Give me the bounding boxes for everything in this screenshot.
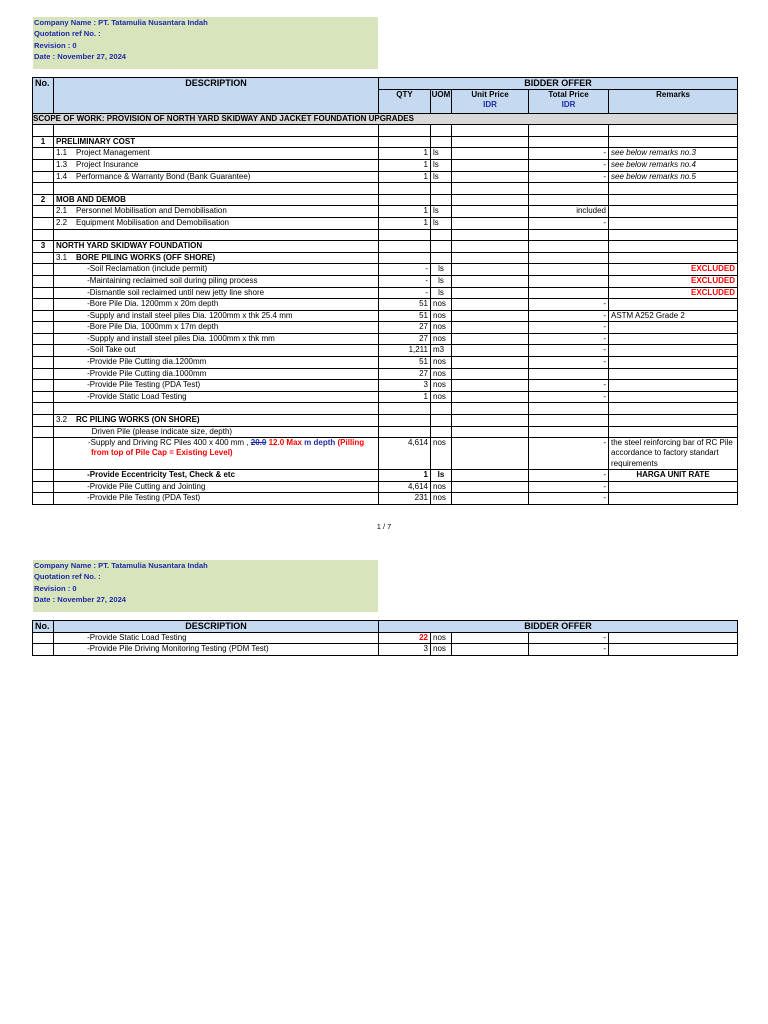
item-uom: ls — [431, 470, 452, 482]
date: Date : November 27, 2024 — [34, 51, 127, 61]
col-description: DESCRIPTION — [54, 621, 379, 633]
item-total: - — [529, 644, 609, 656]
item-desc: -Provide Pile Driving Monitoring Testing (PDM Test) — [54, 644, 379, 656]
item-desc: -Bore Pile Dia. 1200mm x 20m depth — [54, 299, 379, 311]
subsection-title: 3.1 BORE PILING WORKS (OFF SHORE) — [54, 252, 379, 264]
table-row — [33, 333, 738, 345]
section-no: 1 — [33, 136, 54, 148]
item-qty: - — [379, 275, 431, 287]
item-qty: 22 — [379, 632, 431, 644]
item-desc: -Provide Pile Cutting and Jointing — [54, 481, 379, 493]
company-name: Company Name : PT. Tatamulia Nusantara Indah — [34, 561, 208, 570]
item-desc: 1.3 Project Insurance — [54, 159, 379, 171]
company-name: Company Name : PT. Tatamulia Nusantara Indah — [34, 18, 208, 27]
section-no: 3 — [33, 241, 54, 253]
item-uom: ls — [431, 264, 452, 276]
item-total: - — [529, 632, 609, 644]
item-remark — [609, 391, 738, 403]
item-uom: nos — [431, 368, 452, 380]
item-qty: 3 — [379, 644, 431, 656]
col-remarks: Remarks — [609, 89, 738, 113]
quotation-ref: Quotation ref No. : — [34, 29, 101, 39]
item-uom: nos — [431, 380, 452, 392]
table-header-row — [33, 621, 738, 633]
table-row — [33, 438, 738, 470]
item-uom: ls — [431, 217, 452, 229]
item-uom: ls — [431, 148, 452, 160]
table-row — [33, 159, 738, 171]
excluded-label: EXCLUDED — [609, 287, 738, 299]
item-qty: 27 — [379, 333, 431, 345]
col-description: DESCRIPTION — [54, 78, 379, 114]
item-total — [529, 368, 609, 380]
col-uom: UOM — [431, 89, 452, 113]
item-uom: nos — [431, 644, 452, 656]
item-total: - — [529, 310, 609, 322]
company-header — [33, 560, 378, 612]
item-uom: ls — [431, 287, 452, 299]
page-number: 1 / 7 — [376, 522, 392, 531]
table-row — [33, 217, 738, 229]
item-qty: 27 — [379, 368, 431, 380]
item-remark: ASTM A252 Grade 2 — [609, 310, 738, 322]
table-row — [33, 299, 738, 311]
item-remark: see below remarks no.5 — [609, 171, 738, 183]
item-uom: ls — [431, 171, 452, 183]
item-desc: 1.4 Performance & Warranty Bond (Bank Guarantee) — [54, 171, 379, 183]
item-total: - — [529, 171, 609, 183]
item-uom: nos — [431, 391, 452, 403]
excluded-label: EXCLUDED — [609, 264, 738, 276]
item-total: - — [529, 481, 609, 493]
item-total: - — [529, 357, 609, 369]
item-total: - — [529, 438, 609, 470]
item-uom: m3 — [431, 345, 452, 357]
item-total: - — [529, 322, 609, 334]
col-no: No. — [33, 621, 54, 633]
scope-row — [33, 113, 738, 125]
item-uom: ls — [431, 206, 452, 218]
item-remark — [609, 322, 738, 334]
item-total: - — [529, 159, 609, 171]
item-remark — [609, 299, 738, 311]
blank-row — [33, 229, 738, 241]
subsection-title: 3.2 RC PILING WORKS (ON SHORE) — [54, 415, 379, 427]
item-uom: ls — [431, 275, 452, 287]
revision: Revision : 0 — [34, 40, 77, 50]
item-total: included — [529, 206, 609, 218]
item-qty: 4,614 — [379, 481, 431, 493]
revision: Revision : 0 — [34, 583, 77, 593]
col-bidder-offer: BIDDER OFFER — [379, 621, 738, 633]
blank-row — [33, 183, 738, 195]
table-row — [33, 310, 738, 322]
company-header — [33, 17, 378, 69]
section-title: MOB AND DEMOB — [54, 194, 379, 206]
section-row — [33, 194, 738, 206]
item-uom: nos — [431, 299, 452, 311]
table-row — [33, 275, 738, 287]
item-desc: Driven Pile (please indicate size, depth) — [54, 426, 379, 438]
item-total: - — [529, 380, 609, 392]
quotation-ref: Quotation ref No. : — [34, 572, 101, 582]
item-qty: 4,614 — [379, 438, 431, 470]
item-desc: -Provide Pile Cutting dia.1200mm — [54, 357, 379, 369]
date: Date : November 27, 2024 — [34, 594, 127, 604]
item-remark: see below remarks no.3 — [609, 148, 738, 160]
table-row — [33, 357, 738, 369]
item-qty: - — [379, 287, 431, 299]
item-remark — [609, 357, 738, 369]
item-uom: nos — [431, 333, 452, 345]
item-desc: 2.1 Personnel Mobilisation and Demobilisation — [54, 206, 379, 218]
item-qty: 1 — [379, 470, 431, 482]
item-qty: 1 — [379, 159, 431, 171]
section-title: NORTH YARD SKIDWAY FOUNDATION — [54, 241, 379, 253]
item-total: - — [529, 493, 609, 505]
item-uom: nos — [431, 438, 452, 470]
item-desc: -Bore Pile Dia. 1000mm x 17m depth — [54, 322, 379, 334]
item-qty: 1 — [379, 206, 431, 218]
table-row — [33, 264, 738, 276]
table-row — [33, 470, 738, 482]
item-desc: -Provide Static Load Testing — [54, 391, 379, 403]
blank-row — [33, 403, 738, 415]
item-total: - — [529, 333, 609, 345]
item-desc: 1.1 Project Management — [54, 148, 379, 160]
item-desc: -Provide Pile Cutting dia.1000mm — [54, 368, 379, 380]
item-desc: -Dismantle soil reclaimed until new jetty line shore — [54, 287, 379, 299]
item-qty: 1 — [379, 217, 431, 229]
item-total: - — [529, 345, 609, 357]
subsection-row — [33, 252, 738, 264]
table-row — [33, 380, 738, 392]
subsection-row — [33, 415, 738, 427]
item-qty: - — [379, 264, 431, 276]
col-bidder-offer: BIDDER OFFER — [379, 78, 738, 90]
item-qty: 51 — [379, 310, 431, 322]
item-desc: -Maintaining reclaimed soil during piling process — [54, 275, 379, 287]
item-qty: 51 — [379, 299, 431, 311]
table-row — [33, 287, 738, 299]
item-uom: ls — [431, 159, 452, 171]
item-total: - — [529, 470, 609, 482]
col-qty: QTY — [379, 89, 431, 113]
item-total — [529, 264, 609, 276]
item-desc: -Soil Reclamation (include permit) — [54, 264, 379, 276]
item-qty: 1 — [379, 391, 431, 403]
item-desc: -Supply and install steel piles Dia. 1000mm x thk mm — [54, 333, 379, 345]
item-qty: 1 — [379, 148, 431, 160]
item-remark — [609, 333, 738, 345]
item-qty: 231 — [379, 493, 431, 505]
section-no: 2 — [33, 194, 54, 206]
col-no: No. — [33, 78, 54, 114]
item-desc: -Provide Pile Testing (PDA Test) — [54, 493, 379, 505]
section-row — [33, 241, 738, 253]
section-title: PRELIMINARY COST — [54, 136, 379, 148]
item-uom: nos — [431, 357, 452, 369]
item-remark: see below remarks no.4 — [609, 159, 738, 171]
item-qty: 27 — [379, 322, 431, 334]
item-remark — [609, 345, 738, 357]
item-uom: nos — [431, 322, 452, 334]
table-row — [33, 148, 738, 160]
table-row — [33, 644, 738, 656]
item-remark — [609, 380, 738, 392]
scope-text: SCOPE OF WORK: PROVISION OF NORTH YARD SKIDWAY AND JACKET FOUNDATION UPGRADES — [33, 113, 738, 125]
table-row — [33, 632, 738, 644]
table-row — [33, 368, 738, 380]
item-total: - — [529, 217, 609, 229]
item-uom: nos — [431, 481, 452, 493]
col-unit-price: Unit Price IDR — [452, 89, 529, 113]
item-uom: nos — [431, 493, 452, 505]
quotation-table — [32, 77, 738, 505]
item-desc: -Provide Static Load Testing — [54, 632, 379, 644]
item-total: - — [529, 391, 609, 403]
table-row — [33, 171, 738, 183]
item-remark — [609, 368, 738, 380]
item-desc: -Supply and Driving RC Piles 400 x 400 mm , 20.0 12.0 Max m depth (Pilling from top of Pile Cap = Existing Level) — [54, 438, 379, 470]
table-row — [33, 322, 738, 334]
table-row — [33, 481, 738, 493]
item-total: - — [529, 148, 609, 160]
item-remark: the steel reinforcing bar of RC Pile accordance to factory standart requirements — [609, 438, 738, 470]
table-row — [33, 206, 738, 218]
blank-row — [33, 125, 738, 137]
item-desc: -Provide Eccentricity Test, Check & etc — [54, 470, 379, 482]
item-qty: 1 — [379, 171, 431, 183]
item-uom: nos — [431, 632, 452, 644]
item-qty: 51 — [379, 357, 431, 369]
item-uom: nos — [431, 310, 452, 322]
table-row — [33, 391, 738, 403]
item-desc: -Supply and install steel piles Dia. 1200mm x thk 25.4 mm — [54, 310, 379, 322]
item-qty: 3 — [379, 380, 431, 392]
table-header-row — [33, 78, 738, 90]
item-total — [529, 275, 609, 287]
table-row — [33, 493, 738, 505]
item-total — [529, 287, 609, 299]
table-row — [33, 345, 738, 357]
item-desc: -Provide Pile Testing (PDA Test) — [54, 380, 379, 392]
item-remark: HARGA UNIT RATE — [609, 470, 738, 482]
item-qty: 1,211 — [379, 345, 431, 357]
item-total: - — [529, 299, 609, 311]
item-desc: -Soil Take out — [54, 345, 379, 357]
item-desc: 2.2 Equipment Mobilisation and Demobilisation — [54, 217, 379, 229]
col-total-price: Total Price IDR — [529, 89, 609, 113]
excluded-label: EXCLUDED — [609, 275, 738, 287]
table-row — [33, 426, 738, 438]
quotation-table-page2 — [32, 620, 738, 656]
section-row — [33, 136, 738, 148]
